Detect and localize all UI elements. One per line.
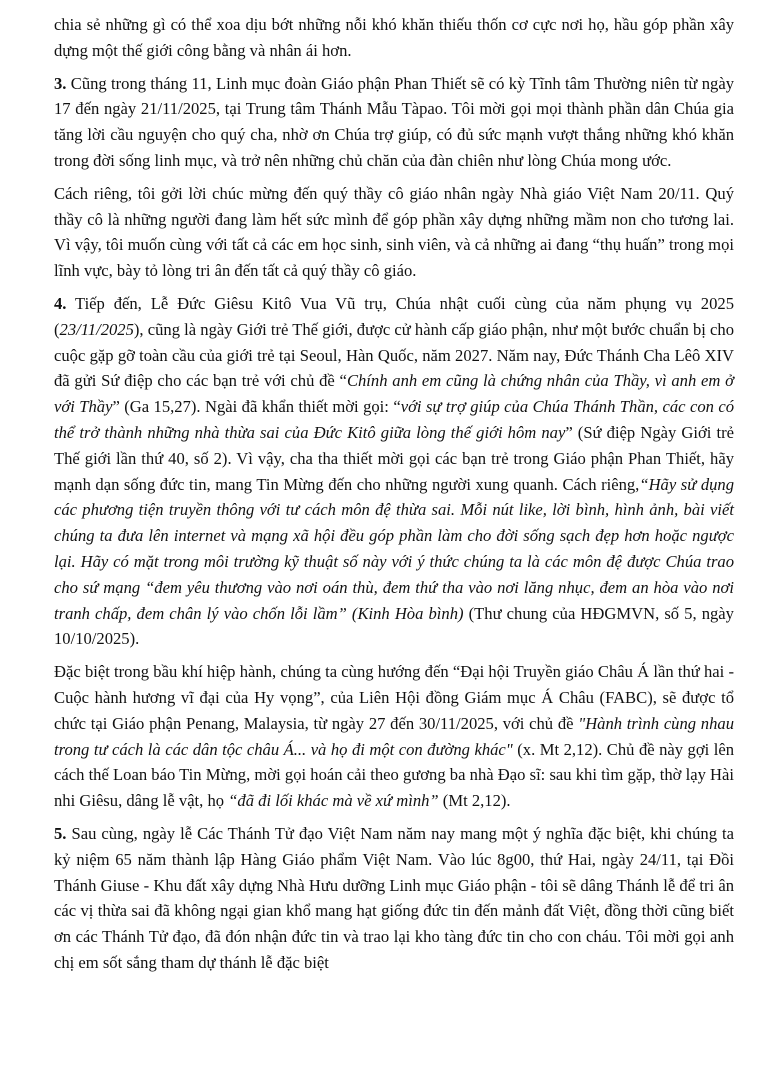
section-number: 4. [54,293,67,313]
text-run: (Thư chung của HĐGMVN, số 5, ngày 10/10/2025). [54,603,734,649]
italic-scripture-quote: “đã đi lối khác mà về xứ mình” [228,791,439,811]
italic-theme-quote: Chính anh em cũng là chứng nhân của Thầy, vì anh em ở với Thầy [54,371,735,417]
paragraph-teachers-day [54,181,734,284]
text-run: Tiếp đến, Lễ Đức Giêsu Kitô Vua Vũ trụ, Chúa nhật cuối cùng của năm phụng vụ 2025 ( [54,293,734,339]
italic-pastoral-letter-quote: “Hãy sử dụng các phương tiện truyền thông với tư cách môn đệ thừa sai. Mỗi nút like, lời bình, hình ảnh, bài viết chúng ta đưa lên internet và mạng xã hội đều góp phần làm cho đời sống sạch đẹp hơn hoặc ngược lại. Hãy có mặt trong môi trường kỹ thuật số này với ý thức chúng ta là các môn đệ được Chúa trao cho sứ mạng “đem yêu thương vào nơi oán thù, đem thứ tha vào nơi lăng nhục, đem an hòa vào nơi tranh chấp, đem chân lý vào chốn lỗi lầm” (Kinh Hòa bình) [54,474,735,623]
paragraph-3-retreat [54,71,734,174]
text-run: Đặc biệt trong bầu khí hiệp hành, chúng ta cùng hướng đến “Đại hội Truyền giáo Châu Á lần thứ hai - Cuộc hành hương vĩ đại của Hy vọng”, của Liên Hội đồng Giám mục Á Châu (FABC), sẽ được tổ chức tại Giáo phận Penang, Malaysia, từ ngày 27 đến 30/11/2025, với chủ đề [54,662,734,733]
section-number: 3. [54,73,67,93]
section-number: 5. [54,823,67,843]
paragraph-text: Cách riêng, tôi gởi lời chúc mừng đến quý thầy cô giáo nhân ngày Nhà giáo Việt Nam 20/11. Quý thầy cô là những người đang làm hết sức mình để góp phần xây dựng những mầm non cho tương lai. Vì vậy, tôi muốn cùng với tất cả các em học sinh, sinh viên, và cả những ai đang “thụ huấn” trong mọi lĩnh vực, bày tỏ lòng tri ân đến tất cả quý thầy cô giáo. [54,183,734,281]
text-run: ” (Sứ điệp Ngày Giới trẻ Thế giới lần thứ 40, số 2). Vì vậy, cha tha thiết mời gọi các bạn trẻ trong Giáo phận Phan Thiết, hãy mạnh dạn sống đức tin, mang Tin Mừng đến cho những người xung quanh. Cách riêng, [54,422,734,494]
text-run: ), cũng là ngày Giới trẻ Thế giới, được cử hành cấp giáo phận, như một bước chuẩn bị cho cuộc gặp gỡ toàn cầu của giới trẻ tại Seoul, Hàn Quốc, năm 2027. Năm nay, Đức Thánh Cha Lêô XIV đã gửi Sứ điệp cho các bạn trẻ với chủ đề “ [54,319,734,391]
paragraph-text: Sau cùng, ngày lễ Các Thánh Tử đạo Việt Nam năm nay mang một ý nghĩa đặc biệt, khi chúng ta kỷ niệm 65 năm thành lập Hàng Giáo phẩm Việt Nam. Vào lúc 8g00, thứ Hai, ngày 24/11, tại Đồi Thánh Giuse - Khu đất xây dựng Nhà Hưu dưỡng Linh mục Giáo phận - tôi sẽ dâng Thánh lễ để tri ân các vị thừa sai đã không ngại gian khổ mang hạt giống đức tin đến mảnh đất Việt, đồng thời cũng biết ơn các Thánh Tử đạo, đã đón nhận đức tin và trao lại kho tàng đức tin cho con cháu. Tôi mời gọi anh chị em sốt sắng tham dự thánh lễ đặc biệt [54,823,734,972]
italic-date: 23/11/2025 [59,319,134,339]
paragraph-text: Cũng trong tháng 11, Linh mục đoàn Giáo phận Phan Thiết sẽ có kỳ Tĩnh tâm Thường niên từ ngày 17 đến ngày 21/11/2025, tại Trung tâm Thánh Mẫu Tàpao. Tôi mời gọi mọi thành phần dân Chúa gia tăng lời cầu nguyện cho quý cha, nhờ ơn Chúa trợ giúp, có đủ sức mạnh vượt thắng những khó khăn trong đời sống linh mục, và trở nên những chủ chăn của đàn chiên như lòng Chúa mong ước. [54,73,734,170]
paragraph-5-martyrs [54,821,734,976]
text-run: (x. Mt 2,12). Chủ đề này gợi lên cách thế Loan báo Tin Mừng, mời gọi hoán cải theo gương ba nhà Đạo sĩ: sau khi tìm gặp, thờ lạy Hài nhi Giêsu, dâng lễ vật, họ [54,739,734,811]
paragraph-4-youth-day [54,291,734,652]
paragraph-asia-mission-congress [54,659,734,814]
italic-congress-theme: "Hành trình cùng nhau trong tư cách là các dân tộc châu Á... và họ đi một con đường khác" [54,713,734,759]
paragraph-text: chia sẻ những gì có thể xoa dịu bớt những nỗi khó khăn thiếu thốn cơ cực nơi họ, hầu góp phần xây dựng một thế giới công bằng và nhân ái hơn. [54,15,734,60]
text-run: (Mt 2,12). [438,791,511,811]
text-run: ” (Ga 15,27). Ngài đã khẩn thiết mời gọi: “ [112,397,401,417]
italic-message-quote: với sự trợ giúp của Chúa Thánh Thần, các con có thể trở thành những nhà thừa sai của Đức Kitô giữa lòng thế giới hôm nay [54,397,734,442]
paragraph-continuation [54,12,734,64]
